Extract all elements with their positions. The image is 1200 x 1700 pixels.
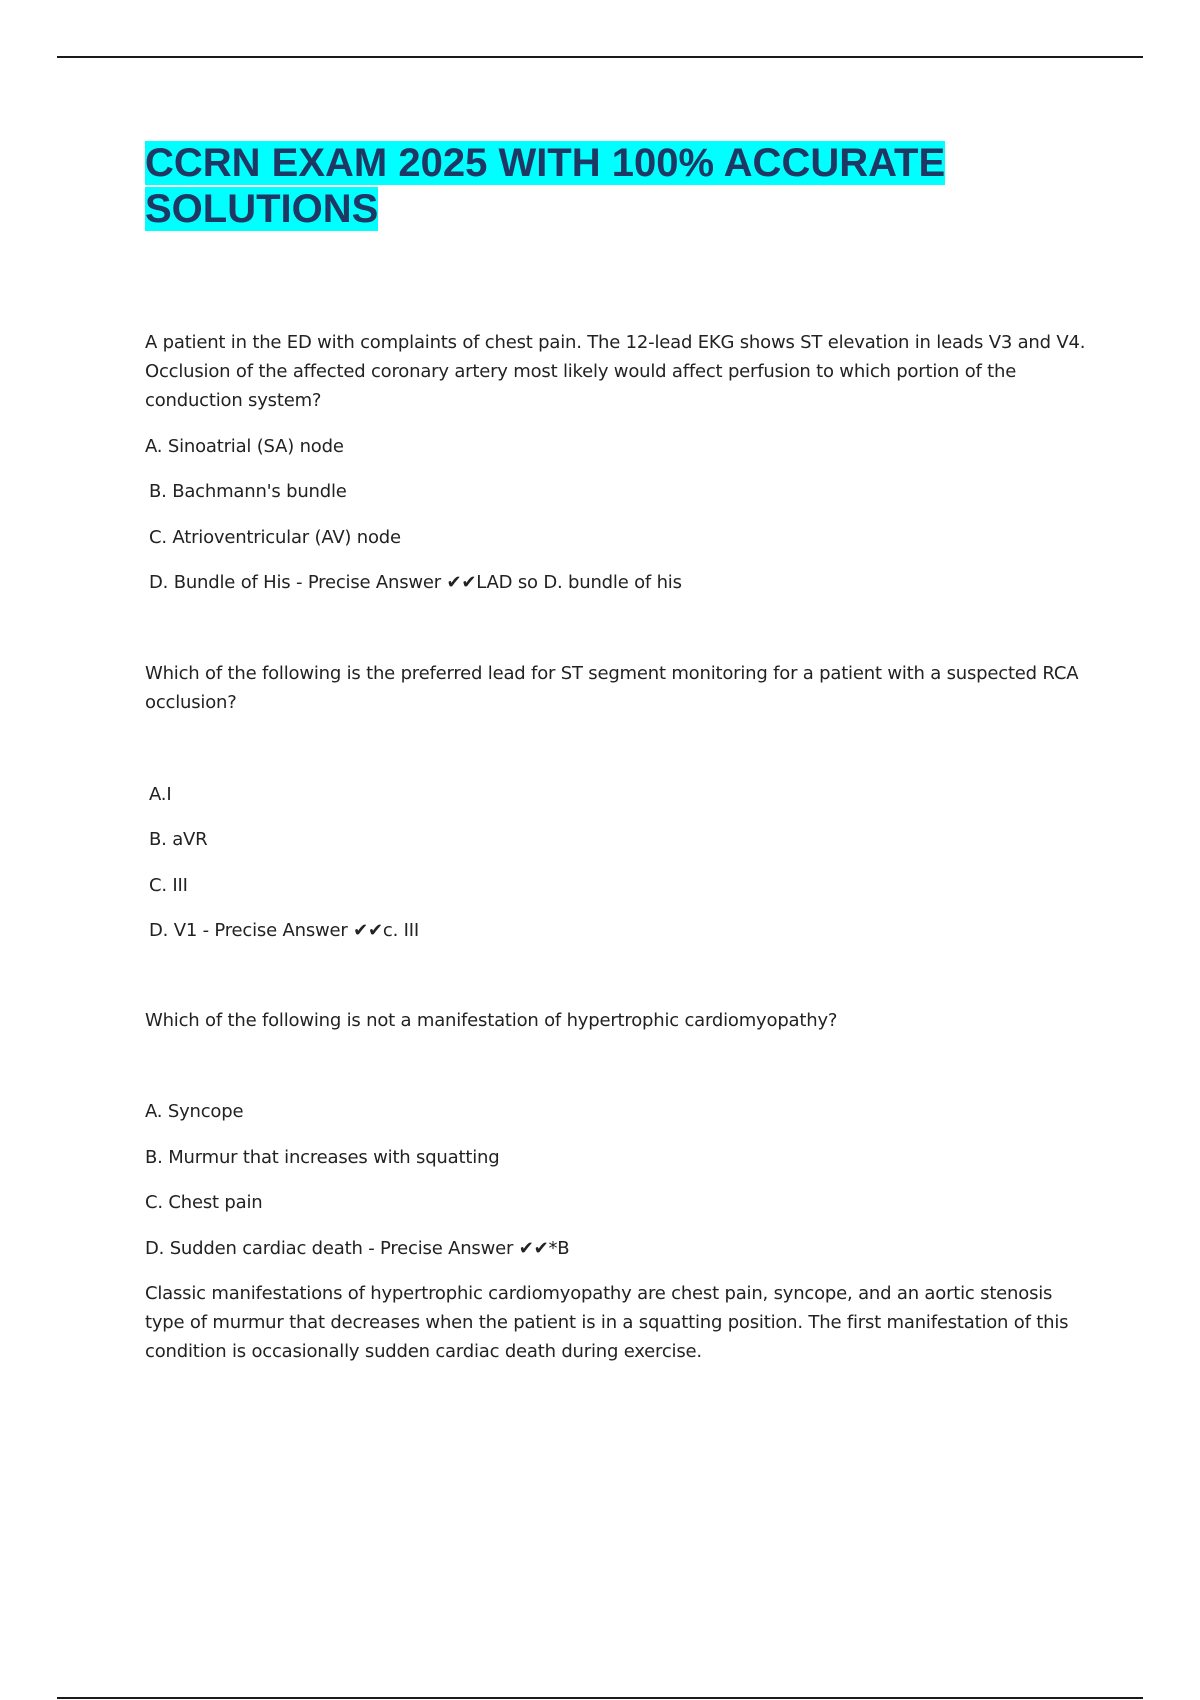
answer-option: C. III: [149, 875, 188, 896]
answer-option-with-answer: D. Sudden cardiac death - Precise Answer ✔✔*B: [145, 1238, 570, 1259]
question-text: Which of the following is not a manifestation of hypertrophic cardiomyopathy?: [145, 1010, 838, 1031]
answer-option: B. aVR: [149, 829, 208, 850]
answer-option: B. Bachmann's bundle: [149, 481, 347, 502]
bottom-rule: [57, 1697, 1143, 1699]
answer-explanation: Classic manifestations of hypertrophic cardiomyopathy are chest pain, syncope, and an aortic stenosis type of murmur that decreases when the patient is in a squatting position. The first manifestation of this condition is occasionally sudden cardiac death during exercise.: [145, 1283, 1069, 1362]
question-block-3: [145, 1006, 1095, 1035]
question-text: A patient in the ED with complaints of chest pain. The 12-lead EKG shows ST elevation in leads V3 and V4. Occlusion of the affected coronary artery most likely would affect perfusion to which portion of the conduction system?: [145, 332, 1086, 411]
top-rule: [57, 56, 1143, 58]
answer-option-with-answer: D. Bundle of His - Precise Answer ✔✔LAD so D. bundle of his: [149, 572, 682, 593]
answer-option-with-answer: D. V1 - Precise Answer ✔✔c. III: [149, 920, 419, 941]
question-block-1: [145, 328, 1095, 415]
document-title-text: CCRN EXAM 2025 WITH 100% ACCURATE SOLUTIONS: [145, 141, 946, 231]
question-block-2: [145, 659, 1095, 717]
document-body: [145, 140, 1095, 232]
document-title: [145, 140, 975, 232]
answer-option: B. Murmur that increases with squatting: [145, 1147, 500, 1168]
answer-option: A. Syncope: [145, 1101, 244, 1122]
answer-option: C. Atrioventricular (AV) node: [149, 527, 401, 548]
question-text: Which of the following is the preferred lead for ST segment monitoring for a patient with a suspected RCA occlusion?: [145, 663, 1079, 713]
answer-option: A.I: [149, 784, 172, 805]
answer-option: C. Chest pain: [145, 1192, 263, 1213]
answer-option: A. Sinoatrial (SA) node: [145, 436, 344, 457]
